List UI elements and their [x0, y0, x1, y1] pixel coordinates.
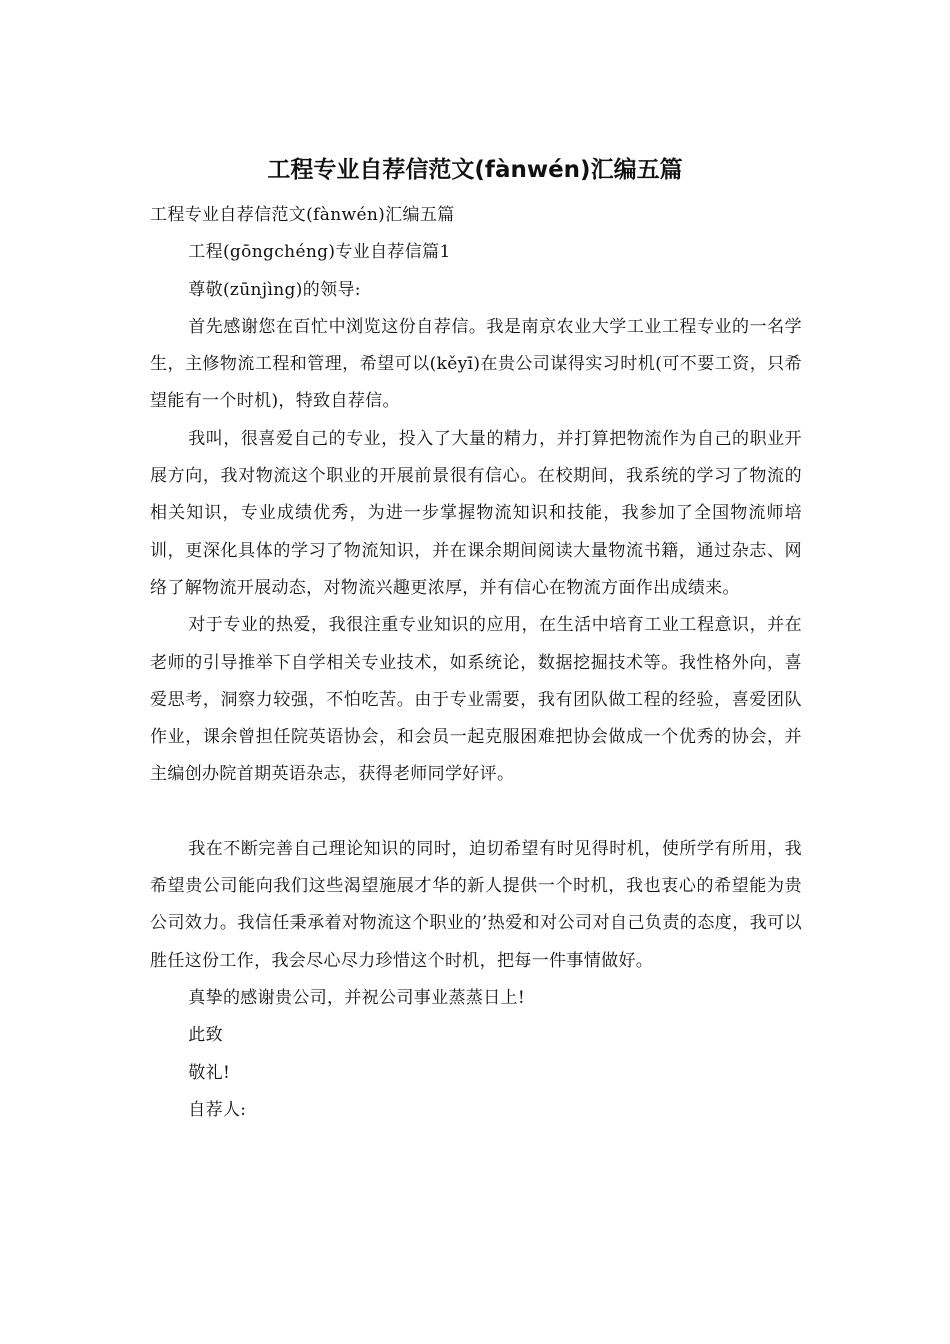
- document-subtitle: 工程专业自荐信范文(fànwén)汇编五篇: [150, 205, 455, 225]
- paragraph-skills: 对于专业的热爱，我很注重专业知识的应用，在生活中培育工业工程意识，并在老师的引导推举下自学相关专业技术，如系统论，数据挖掘技术等。我性格外向，喜爱思考，洞察力较强，不怕吃苦。由于专业需要，我有团队做工程的经验，喜爱团队作业，课余曾担任院英语协会，和会员一起克服困难把协会做成一个优秀的协会，并主编创办院首期英语杂志，获得老师同学好评。: [150, 615, 802, 785]
- salutation: 尊敬(zūnjìng)的领导:: [188, 279, 361, 300]
- document-body: [150, 197, 802, 1129]
- document-title: 工程专业自荐信范文(fànwén)汇编五篇: [267, 157, 683, 183]
- paragraph-background: 我叫，很喜爱自己的专业，投入了大量的精力，并打算把物流作为自己的职业开展方向，我对物流这个职业的开展前景很有信心。在校期间，我系统的学习了物流的相关知识，专业成绩优秀，为进一步掌握物流知识和技能，我参加了全国物流师培训，更深化具体的学习了物流知识，并在课余期间阅读大量物流书籍，通过杂志、网络了解物流开展动态，对物流兴趣更浓厚，并有信心在物流方面作出成绩来。: [150, 428, 802, 598]
- paragraph-intro: 首先感谢您在百忙中浏览这份自荐信。我是南京农业大学工业工程专业的一名学生，主修物流工程和管理，希望可以(kěyī)在贵公司谋得实习时机(可不要工资，只希望能有一个时机)，特致自荐信。: [150, 316, 802, 412]
- section-heading: 工程(gōngchéng)专业自荐信篇1: [188, 242, 451, 263]
- paragraph-spacer: [150, 794, 802, 831]
- closing-line-1: 此致: [188, 1025, 223, 1046]
- signature-label: 自荐人:: [188, 1099, 247, 1120]
- paragraph-aspiration: 我在不断完善自己理论知识的同时，迫切希望有时见得时机，使所学有所用，我希望贵公司能向我们这些渴望施展才华的新人提供一个时机，我也衷心的希望能为贵公司效力。我信任秉承着对物流这个职业的’热爱和对公司对自己负责的态度，我可以胜任这份工作，我会尽心尽力珍惜这个时机，把每一件事情做好。: [150, 838, 802, 971]
- paragraph-thanks: 真挚的感谢贵公司，并祝公司事业蒸蒸日上!: [188, 987, 526, 1008]
- closing-line-2: 敬礼!: [188, 1062, 231, 1083]
